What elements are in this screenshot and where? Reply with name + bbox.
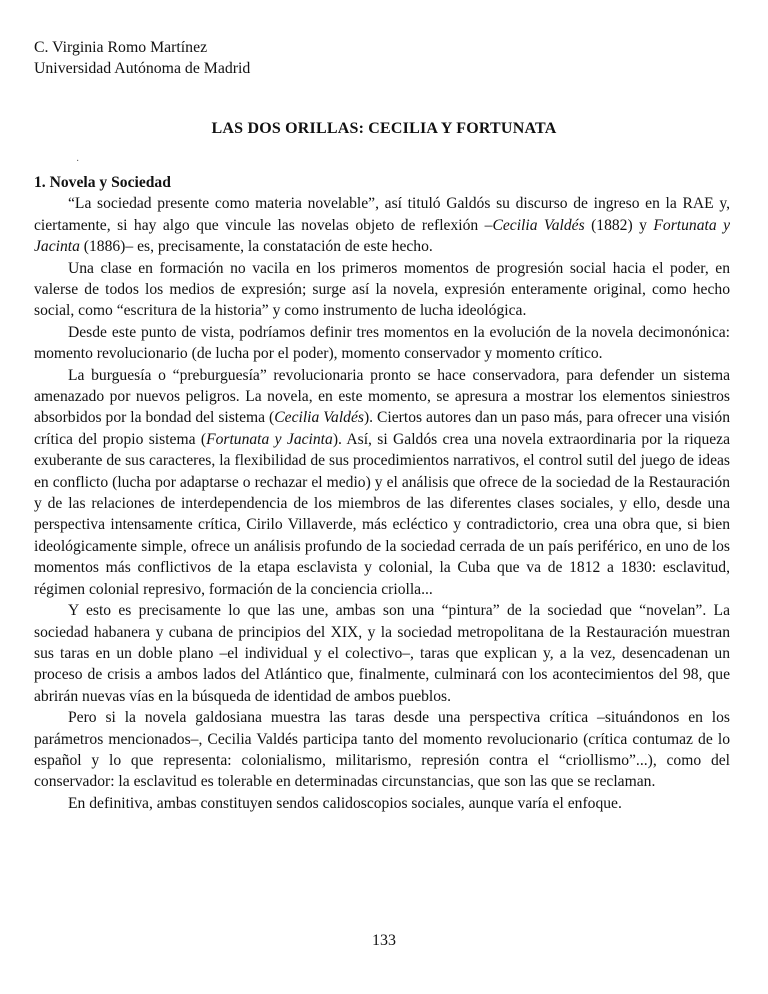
paragraph-7: En definitiva, ambas constituyen sendos calidoscopios sociales, aunque varía el enfoque. (68, 794, 622, 812)
section-heading: 1. Novela y Sociedad (34, 174, 171, 191)
author-block (34, 37, 634, 79)
paragraph-4: La burguesía o “preburguesía” revolucionaria pronto se hace conservadora, para defender un sistema amenazado por nuevos peligros. La novela, en este momento, se apresura a mostrar los elementos siniestros absorbidos por la bondad del sistema (Cecilia Valdés). Ciertos autores dan un paso más, para ofrecer una visión crítica del propio sistema (Fortunata y Jacinta). Así, si Galdós crea una novela extraordinaria por la riqueza exuberante de sus caracteres, la flexibilidad de sus procedimientos narrativos, el control sutil del juego de ideas en conflicto (lucha por adaptarse o rechazar el medio) y el análisis que ofrece de la sociedad de la Restauración y de las relaciones de interdependencia de los miembros de las diferentes clases sociales, y ello, desde una perspectiva intensamente crítica, Cirilo Villaverde, más ecléctico y contradictorio, crea una obra que, si bien ideológicamente simple, ofrece un análisis profundo de la sociedad cerrada de un país periférico, en uno de los momentos más conflictivos de la etapa esclavista y colonial, la Cuba que va de 1812 a 1830: esclavitud, régimen colonial represivo, formación de la conciencia criolla... (34, 366, 731, 598)
paragraph-6: Pero si la novela galdosiana muestra las taras desde una perspectiva crítica –situándonos en los parámetros mencionados–, Cecilia Valdés participa tanto del momento revolucionario (crítica contumaz de lo español y lo que representa: colonialismo, militarismo, represión contra el “criollismo”...), como del conservador: la esclavitud es tolerable en determinadas circunstancias, que son las que se reclaman. (34, 709, 730, 791)
paragraph-1: “La sociedad presente como materia novelable”, así tituló Galdós su discurso de ingreso en la RAE y, ciertamente, si hay algo que vincule las novelas objeto de reflexión –Cecilia Valdés (1882) y Fortunata y Jacinta (1886)– es, precisamente, la constatación de este hecho. (34, 195, 730, 256)
author-affiliation: Universidad Autónoma de Madrid (34, 60, 251, 77)
paragraph-5: Y esto es precisamente lo que las une, ambas son una “pintura” de la sociedad que “novelan”. La sociedad habanera y cubana de principios del XIX, y la sociedad metropolitana de la Restauración muestran sus taras en un doble plano –el individual y el colectivo–, taras que explican y, a la vez, desencadenan un proceso de crisis a ambos lados del Atlántico que, finalmente, culminará con los acontecimientos del 98, que abrirán nuevas vías en la búsqueda de identidad de ambos pueblos. (34, 602, 730, 705)
work-title-fortunata: Fortunata y Jacinta (34, 216, 730, 256)
page-number: 133 (372, 932, 396, 949)
work-title-cecilia: Cecilia Valdés (274, 409, 364, 427)
decorative-dot: · (76, 156, 80, 167)
paragraph-3: Desde este punto de vista, podríamos definir tres momentos en la evolución de la novela decimonónica: momento revolucionario (de lucha por el poder), momento conservador y momento crítico. (34, 323, 730, 363)
article-title: LAS DOS ORILLAS: CECILIA Y FORTUNATA (211, 120, 557, 137)
author-name: C. Virginia Romo Martínez (34, 39, 208, 56)
work-title-cecilia: Cecilia Valdés (492, 216, 585, 234)
work-title-fortunata: Fortunata y Jacinta (206, 430, 333, 448)
paragraph-2: Una clase en formación no vacila en los primeros momentos de progresión social hacia el poder, en valerse de todos los medios de expresión; surge así la novela, expresión enteramente original, como hecho social, como “escritura de la historia” y como instrumento de lucha ideológica. (34, 259, 730, 320)
article-body (34, 172, 730, 814)
